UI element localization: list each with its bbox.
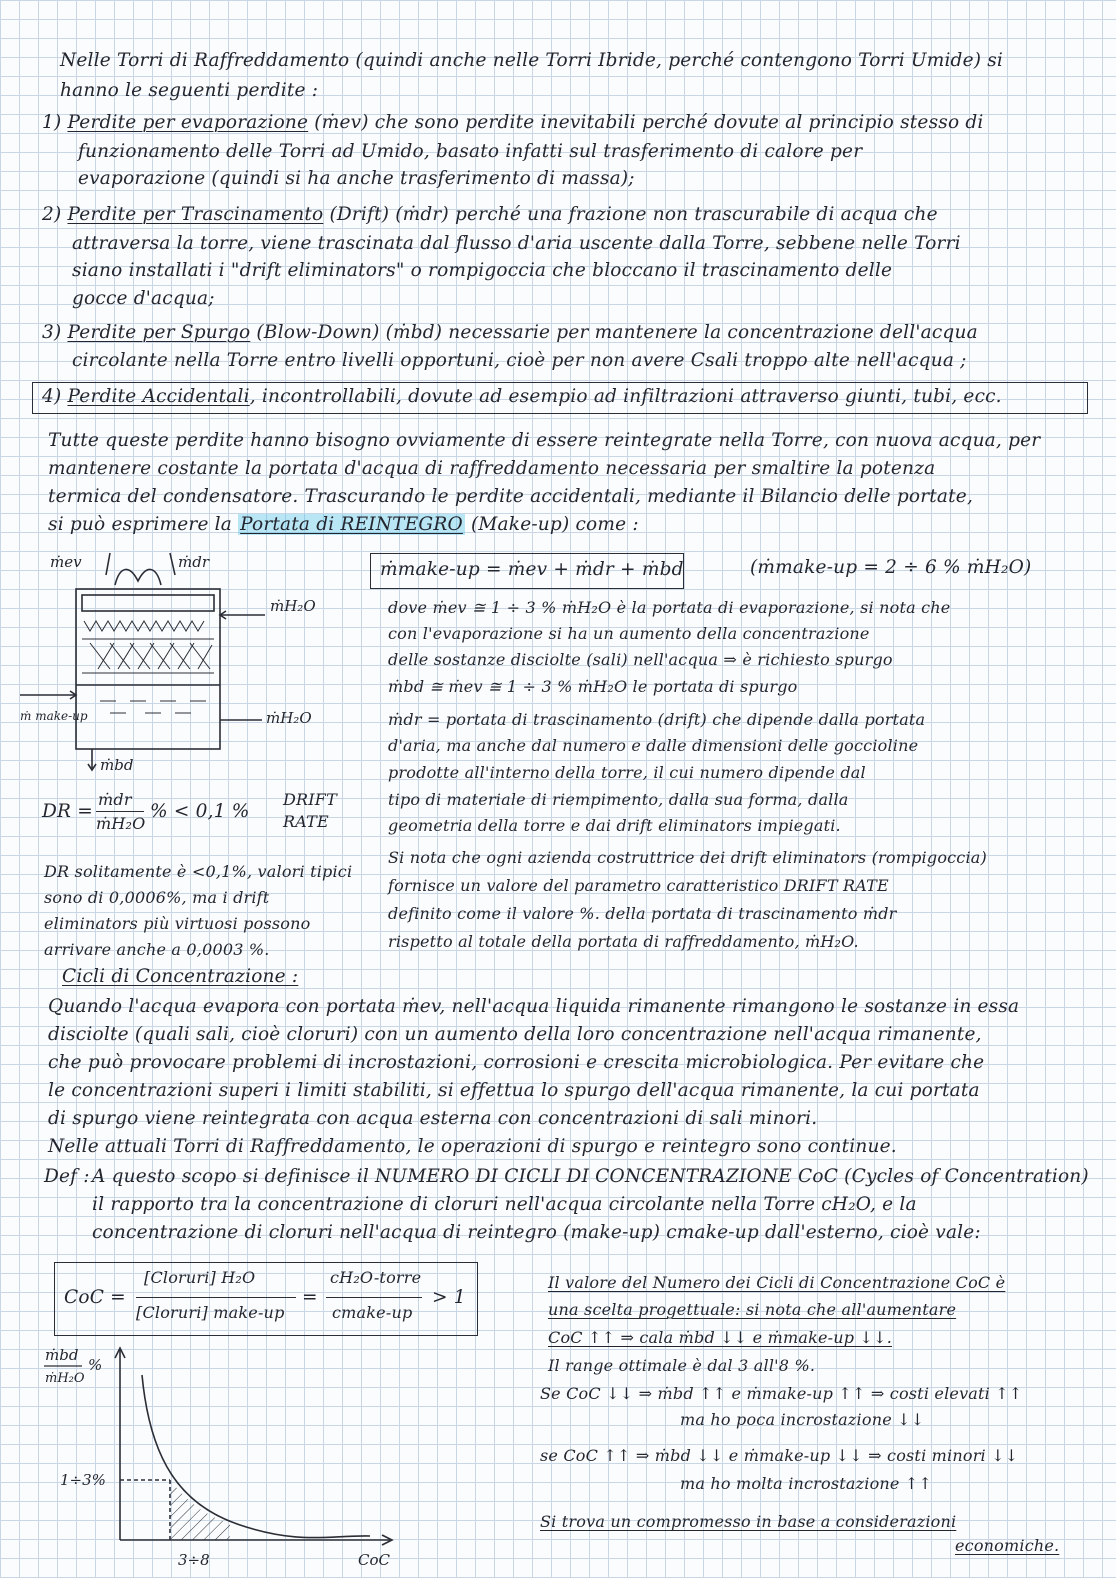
coc-den-2: cmake-up bbox=[332, 1303, 413, 1322]
expl-7: prodotte all'interno della torre, il cui numero dipende dal bbox=[388, 763, 866, 782]
mbd-label: ṁbd bbox=[100, 756, 134, 774]
expl-9: geometria della torre e dai drift eliminators impiegati. bbox=[388, 816, 841, 835]
def-line-2: il rapporto tra la concentrazione di cloruri nell'acqua circolante nella Torre cH₂O, e la bbox=[92, 1194, 917, 1215]
graph-ylabel-unit: % bbox=[88, 1356, 103, 1374]
expl-6: d'aria, ma anche dal numero e dalle dimensioni delle goccioline bbox=[388, 736, 919, 755]
coc-note-9: Si trova un compromesso in base a considerazioni bbox=[540, 1512, 957, 1531]
def-label: Def : bbox=[44, 1166, 90, 1187]
reintegro-line-1: Tutte queste perdite hanno bisogno ovviamente di essere reintegrate nella Torre, con nuova acqua, per bbox=[48, 430, 1041, 451]
expl-2: con l'evaporazione si ha un aumento della concentrazione bbox=[388, 624, 870, 643]
dr-num: ṁdr bbox=[98, 790, 132, 809]
loss-3 bbox=[42, 322, 978, 343]
dr-lhs: DR = bbox=[42, 801, 93, 822]
makeup-formula: ṁmake-up = ṁev + ṁdr + ṁbd bbox=[380, 559, 684, 580]
loss-1-title: Perdite per evaporazione bbox=[67, 112, 309, 133]
reintegro-pre: si può esprimere la bbox=[48, 514, 233, 535]
loss-1 bbox=[42, 112, 984, 133]
loss-3-line-2: circolante nella Torre entro livelli opportuni, cioè per non avere Csali troppo alte nell'acqua ; bbox=[72, 350, 967, 371]
intro-line-1: Nelle Torri di Raffreddamento (quindi anche nelle Torri Ibride, perché contengono Torri Umide) si bbox=[60, 50, 1004, 71]
reintegro-line-4 bbox=[48, 514, 639, 535]
expl-10: Si nota che ogni azienda costruttrice dei drift eliminators (rompigoccia) bbox=[388, 848, 987, 867]
cooling-tower-diagram bbox=[20, 545, 360, 775]
graph-ylabel-num: ṁbd bbox=[45, 1346, 79, 1364]
cicli-line-5: di spurgo viene reintegrata con acqua esterna con concentrazioni di sali minori. bbox=[48, 1108, 818, 1129]
optimal-range-area bbox=[170, 1480, 230, 1540]
cicli-line-6: Nelle attuali Torri di Raffreddamento, le operazioni di spurgo e reintegro sono continue. bbox=[48, 1136, 897, 1157]
dr-label-1: DRIFT bbox=[283, 790, 337, 809]
loss-4-number: 4) bbox=[42, 386, 62, 407]
graph-y-mark: 1÷3% bbox=[60, 1471, 106, 1489]
graph-x-mark: 3÷8 bbox=[178, 1551, 210, 1569]
coc-note-5: Se CoC ↓↓ ⇒ ṁbd ↑↑ e ṁmake-up ↑↑ ⇒ costi elevati ↑↑ bbox=[540, 1384, 1023, 1403]
mdr-label: ṁdr bbox=[178, 553, 209, 571]
loss-2-line-1: (Drift) (ṁdr) perché una frazione non trascurabile di acqua che bbox=[329, 204, 938, 225]
graph-ylabel-den: ṁH₂O bbox=[45, 1371, 85, 1386]
expl-13: rispetto al totale della portata di raffreddamento, ṁH₂O. bbox=[388, 932, 859, 951]
loss-4-box bbox=[32, 382, 1088, 414]
def-line-3: concentrazione di cloruri nell'acqua di reintegro (make-up) cmake-up dall'esterno, cioè vale: bbox=[92, 1222, 981, 1243]
loss-4-line-1: , incontrollabili, dovute ad esempio ad infiltrazioni attraverso giunti, tubi, ecc. bbox=[249, 386, 1002, 407]
mh2o-in-label: ṁH₂O bbox=[270, 597, 316, 615]
dr-note-1: DR solitamente è <0,1%, valori tipici bbox=[44, 862, 353, 881]
coc-fraction-bar-1 bbox=[136, 1297, 296, 1298]
loss-1-line-1: (ṁev) che sono perdite inevitabili perché dovute al principio stesso di bbox=[314, 112, 984, 133]
coc-note-3: CoC ↑↑ ⇒ cala ṁbd ↓↓ e ṁmake-up ↓↓. bbox=[548, 1328, 893, 1347]
loss-2 bbox=[42, 204, 938, 225]
expl-8: tipo di materiale di riempimento, dalla sua forma, dalla bbox=[388, 790, 849, 809]
coc-num-2: cH₂O-torre bbox=[330, 1268, 422, 1287]
loss-2-number: 2) bbox=[42, 204, 62, 225]
fill-packing bbox=[82, 621, 214, 713]
loss-1-number: 1) bbox=[42, 112, 62, 133]
graph-xlabel: CoC bbox=[358, 1551, 390, 1569]
expl-1: dove ṁev ≅ 1 ÷ 3 % ṁH₂O è la portata di evaporazione, si nota che bbox=[388, 598, 951, 617]
coc-graph bbox=[30, 1340, 410, 1570]
cicli-line-2: disciolte (quali sali, cioè cloruri) con un aumento della loro concentrazione nell'acqua rimanente, bbox=[48, 1024, 982, 1045]
coc-eq: = bbox=[302, 1287, 318, 1308]
coc-note-2: una scelta progettuale: si nota che all'aumentare bbox=[548, 1300, 957, 1319]
expl-12: definito come il valore %. della portata di trascinamento ṁdr bbox=[388, 904, 897, 923]
loss-3-title: Perdite per Spurgo bbox=[67, 322, 251, 343]
cicli-line-3: che può provocare problemi di incrostazioni, corrosioni e crescita microbiologica. Per evitare che bbox=[48, 1052, 985, 1073]
dr-note-3: eliminators più virtuosi possono bbox=[44, 914, 311, 933]
reintegro-post: (Make-up) come : bbox=[471, 514, 639, 535]
coc-lhs: CoC = bbox=[64, 1287, 126, 1308]
expl-5: ṁdr = portata di trascinamento (drift) che dipende dalla portata bbox=[388, 710, 926, 729]
coc-num-1: [Cloruri] H₂O bbox=[144, 1268, 256, 1287]
dr-label-2: RATE bbox=[283, 812, 329, 831]
dr-fraction-bar bbox=[96, 811, 144, 812]
coc-den-1: [Cloruri] make-up bbox=[136, 1303, 285, 1322]
cicli-title: Cicli di Concentrazione : bbox=[62, 966, 299, 987]
reintegro-line-3: termica del condensatore. Trascurando le perdite accidentali, mediante il Bilancio delle portate, bbox=[48, 486, 974, 507]
dr-note-2: sono di 0,0006%, ma i drift bbox=[44, 888, 270, 907]
cicli-line-1: Quando l'acqua evapora con portata ṁev, nell'acqua liquida rimanente rimangono le sostanze in essa bbox=[48, 996, 1020, 1017]
loss-2-line-4: gocce d'acqua; bbox=[72, 288, 215, 309]
cicli-line-4: le concentrazioni superi i limiti stabiliti, si effettua lo spurgo dell'acqua rimanente, la cui portata bbox=[48, 1080, 980, 1101]
loss-1-line-3: evaporazione (quindi si ha anche trasferimento di massa); bbox=[78, 168, 635, 189]
loss-2-line-3: siano installati i "drift eliminators" o rompigoccia che bloccano il trascinamento delle bbox=[72, 260, 893, 281]
reintegro-highlight: Portata di REINTEGRO bbox=[240, 514, 463, 535]
expl-3: delle sostanze disciolte (sali) nell'acqua ⇒ è richiesto spurgo bbox=[388, 650, 893, 669]
def-line-1: A questo scopo si definisce il NUMERO DI CICLI DI CONCENTRAZIONE CoC (Cycles of Concentration) bbox=[92, 1166, 1089, 1187]
coc-note-6: ma ho poca incrostazione ↓↓ bbox=[680, 1410, 925, 1429]
mev-label: ṁev bbox=[50, 553, 82, 571]
loss-2-title: Perdite per Trascinamento bbox=[67, 204, 324, 225]
dr-den: ṁH₂O bbox=[96, 814, 146, 833]
coc-note-7: se CoC ↑↑ ⇒ ṁbd ↓↓ e ṁmake-up ↓↓ ⇒ costi minori ↓↓ bbox=[540, 1446, 1019, 1465]
fan-icon bbox=[115, 569, 161, 585]
coc-note-1: Il valore del Numero dei Cicli di Concentrazione CoC è bbox=[548, 1273, 1006, 1292]
reintegro-line-2: mantenere costante la portata d'acqua di raffreddamento necessaria per smaltire la potenza bbox=[48, 458, 936, 479]
coc-note-8: ma ho molta incrostazione ↑↑ bbox=[680, 1474, 933, 1493]
coc-fraction-bar-2 bbox=[326, 1297, 422, 1298]
coc-rhs: > 1 bbox=[432, 1287, 466, 1308]
intro-line-2: hanno le seguenti perdite : bbox=[60, 80, 319, 101]
loss-4-title: Perdite Accidentali bbox=[67, 386, 250, 407]
loss-2-line-2: attraversa la torre, viene trascinata dal flusso d'aria uscente dalla Torre, sebbene nelle Torri bbox=[72, 233, 961, 254]
makeup-range: (ṁmake-up = 2 ÷ 6 % ṁH₂O) bbox=[750, 557, 1032, 578]
makeup-label: ṁ make-up bbox=[20, 709, 88, 723]
expl-11: fornisce un valore del parametro caratteristico DRIFT RATE bbox=[388, 876, 889, 895]
coc-note-10: economiche. bbox=[955, 1536, 1060, 1555]
loss-1-line-2: funzionamento delle Torri ad Umido, basato infatti sul trasferimento di calore per bbox=[78, 141, 863, 162]
dr-rhs: % < 0,1 % bbox=[150, 801, 250, 822]
loss-3-number: 3) bbox=[42, 322, 62, 343]
expl-4: ṁbd ≅ ṁev ≅ 1 ÷ 3 % ṁH₂O le portata di spurgo bbox=[388, 677, 798, 696]
mh2o-out-label: ṁH₂O bbox=[266, 709, 312, 727]
drift-eliminator bbox=[82, 595, 214, 611]
coc-note-4: Il range ottimale è dal 3 all'8 %. bbox=[548, 1356, 816, 1375]
loss-3-line-1: (Blow-Down) (ṁbd) necessarie per mantenere la concentrazione dell'acqua bbox=[256, 322, 978, 343]
dr-note-4: arrivare anche a 0,0003 %. bbox=[44, 940, 270, 959]
